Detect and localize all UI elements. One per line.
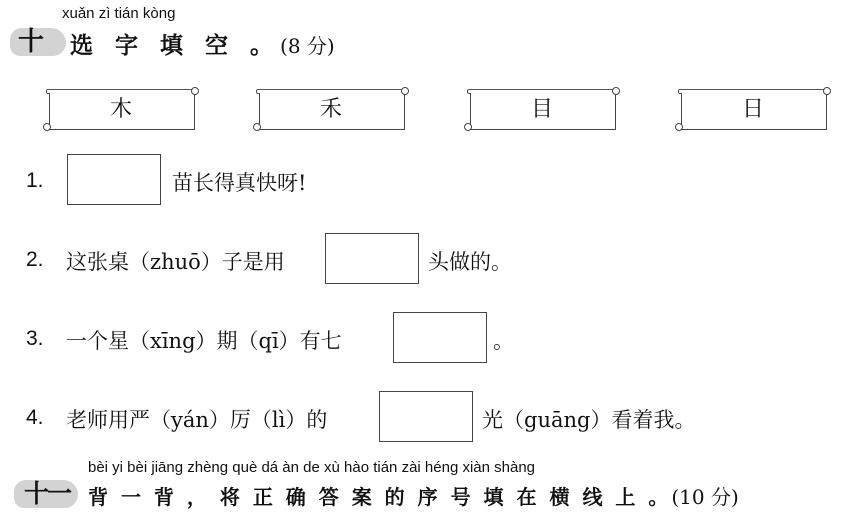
question-2-number: 2. bbox=[26, 248, 44, 271]
section-10-number: 十 bbox=[17, 27, 44, 57]
section-10-title bbox=[70, 27, 335, 60]
section-10-points: (8 分) bbox=[280, 34, 335, 58]
choice-scroll-2 bbox=[256, 89, 406, 129]
question-1-number: 1. bbox=[26, 169, 44, 192]
question-4-text-after: 光（guāng）看着我。 bbox=[482, 408, 696, 432]
scroll-curl bbox=[191, 87, 199, 95]
question-3-text-after: 。 bbox=[493, 329, 514, 353]
question-2-answer-box[interactable] bbox=[325, 233, 419, 284]
section-11-number: 十一 bbox=[23, 479, 70, 508]
question-2-text-before: 这张桌（zhuō）子是用 bbox=[66, 250, 285, 274]
section-11-pinyin: bèi yi bèi jiāng zhèng què dá àn de xù hào tián zài héng xiàn shàng bbox=[88, 459, 536, 476]
scroll-curl bbox=[612, 87, 620, 95]
choice-scroll-3 bbox=[467, 89, 617, 129]
choice-character: 禾 bbox=[319, 97, 342, 122]
choice-character: 目 bbox=[530, 97, 553, 122]
choice-scroll-1 bbox=[46, 89, 196, 129]
scroll-curl bbox=[823, 87, 831, 95]
question-2-text-after: 头做的。 bbox=[428, 250, 512, 274]
section-11-number-badge bbox=[14, 476, 84, 510]
choice-character: 木 bbox=[109, 97, 132, 122]
question-3-number: 3. bbox=[26, 327, 44, 350]
choice-character: 日 bbox=[741, 97, 764, 122]
question-1-answer-box[interactable] bbox=[67, 154, 161, 205]
scroll-curl bbox=[401, 87, 409, 95]
question-4-answer-box[interactable] bbox=[379, 391, 473, 442]
section-10-pinyin: xuǎn zì tián kòng bbox=[62, 5, 176, 22]
section-11-title bbox=[88, 481, 739, 510]
question-3-answer-box[interactable] bbox=[393, 312, 487, 363]
question-4-number: 4. bbox=[26, 406, 44, 429]
section-11-points: (10 分) bbox=[671, 485, 739, 509]
question-1-text-after: 苗长得真快呀! bbox=[172, 171, 307, 195]
question-4-text-before: 老师用严（yán）厉（lì）的 bbox=[66, 408, 328, 432]
choice-scroll-4 bbox=[678, 89, 828, 129]
section-10-title-text: 选 字 填 空 。 bbox=[70, 33, 281, 59]
section-10-number-badge bbox=[10, 24, 68, 58]
question-3-text-before: 一个星（xīng）期（qī）有七 bbox=[66, 329, 342, 353]
section-11-title-text: 背 一 背 ， 将 正 确 答 案 的 序 号 填 在 横 线 上 。 bbox=[88, 485, 672, 509]
